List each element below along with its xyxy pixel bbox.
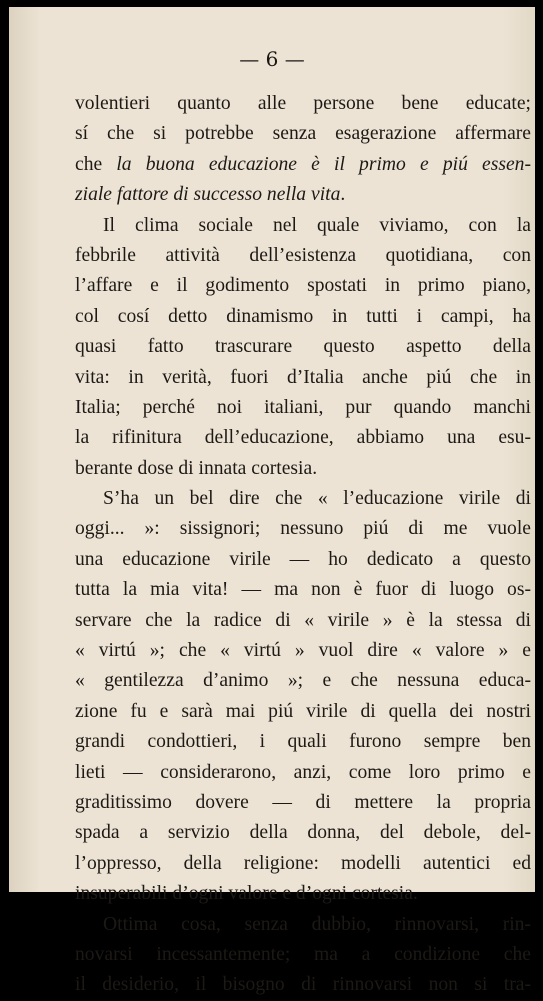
text-run: S’ha un bel dire che « l’educazione virile di bbox=[103, 488, 531, 510]
text-run: lieti — considerarono, anzi, come loro primo e bbox=[75, 761, 531, 783]
paragraph bbox=[75, 211, 531, 485]
paragraph bbox=[75, 89, 531, 211]
text-run: febbrile attività dell’esistenza quotidiana, con bbox=[75, 244, 531, 266]
italic-text: ziale fattore di successo nella vita bbox=[75, 184, 341, 206]
text-run: oggi... »: sissignori; nessuno piú di me vuole bbox=[75, 518, 531, 540]
text-line bbox=[75, 910, 531, 940]
text-run: . bbox=[340, 184, 346, 206]
italic-text: la buona educazione è il primo e piú essen- bbox=[116, 153, 531, 175]
text-line bbox=[75, 788, 531, 818]
text-line bbox=[75, 119, 531, 149]
text-run: spada a servizio della donna, del debole, del- bbox=[75, 822, 531, 844]
text-line bbox=[75, 545, 531, 575]
text-run: vita: in verità, fuori d’Italia anche piú che in bbox=[75, 366, 531, 388]
text-line bbox=[75, 89, 531, 119]
text-run: l’affare e il godimento spostati in primo piano, bbox=[75, 275, 531, 297]
text-line bbox=[75, 606, 531, 636]
paragraph bbox=[75, 910, 531, 1001]
text-run: Il clima sociale nel quale viviamo, con la bbox=[103, 214, 531, 236]
text-line bbox=[75, 150, 531, 180]
text-run: che bbox=[75, 153, 117, 175]
text-line bbox=[75, 758, 531, 788]
text-run: il desiderio, il bisogno di rinnovarsi non si tra- bbox=[75, 974, 531, 996]
text-line bbox=[75, 332, 531, 362]
text-line bbox=[75, 818, 531, 848]
paragraph bbox=[75, 484, 531, 909]
text-run: zione fu e sarà mai piú virile di quella dei nostri bbox=[75, 700, 531, 722]
text-line bbox=[75, 180, 531, 210]
text-run: graditissimo dovere — di mettere la propria bbox=[75, 791, 531, 813]
text-run: « virtú »; che « virtú » vuol dire « valore » e bbox=[75, 640, 531, 662]
text-line bbox=[75, 575, 531, 605]
text-run: col cosí detto dinamismo in tutti i campi, ha bbox=[75, 305, 531, 327]
text-run: sí che si potrebbe senza esagerazione affermare bbox=[75, 123, 531, 145]
text-line bbox=[75, 302, 531, 332]
text-line bbox=[75, 423, 531, 453]
book-page bbox=[9, 7, 535, 996]
body-text bbox=[75, 89, 531, 1001]
text-line bbox=[75, 363, 531, 393]
text-run: Italia; perché noi italiani, pur quando manchi bbox=[75, 396, 531, 418]
text-run: Ottima cosa, senza dubbio, rinnovarsi, rin- bbox=[103, 913, 531, 935]
page-number: — 6 — bbox=[239, 47, 305, 71]
text-run: insuperabili d’ogni valore e d’ogni cortesia. bbox=[75, 883, 418, 905]
text-line bbox=[75, 697, 531, 727]
text-run: la rifinitura dell’educazione, abbiamo una esu- bbox=[75, 427, 531, 449]
text-line bbox=[75, 727, 531, 757]
text-line bbox=[75, 484, 531, 514]
text-run: volentieri quanto alle persone bene educate; bbox=[75, 93, 531, 114]
text-line bbox=[75, 241, 531, 271]
text-line bbox=[75, 393, 531, 423]
text-run: novarsi incessantemente; ma a condizione che bbox=[75, 943, 531, 965]
text-run: una educazione virile — ho dedicato a questo bbox=[75, 548, 531, 570]
text-line bbox=[75, 514, 531, 544]
text-run: l’oppresso, della religione: modelli autentici ed bbox=[75, 852, 531, 874]
text-line bbox=[75, 970, 531, 1000]
text-line bbox=[75, 849, 531, 879]
text-line bbox=[75, 879, 531, 909]
text-run: berante dose di innata cortesia. bbox=[75, 457, 318, 479]
text-run: quasi fatto trascurare questo aspetto della bbox=[75, 336, 531, 358]
text-run: « gentilezza d’animo »; e che nessuna educa- bbox=[75, 670, 531, 692]
text-line bbox=[75, 454, 531, 484]
text-run: servare che la radice di « virile » è la stessa di bbox=[75, 609, 531, 631]
text-run: grandi condottieri, i quali furono sempre ben bbox=[75, 731, 531, 753]
text-run: tutta la mia vita! — ma non è fuor di luogo os- bbox=[75, 579, 531, 601]
text-line bbox=[75, 636, 531, 666]
text-line bbox=[75, 940, 531, 970]
text-line bbox=[75, 211, 531, 241]
text-line bbox=[75, 666, 531, 696]
text-line bbox=[75, 271, 531, 301]
